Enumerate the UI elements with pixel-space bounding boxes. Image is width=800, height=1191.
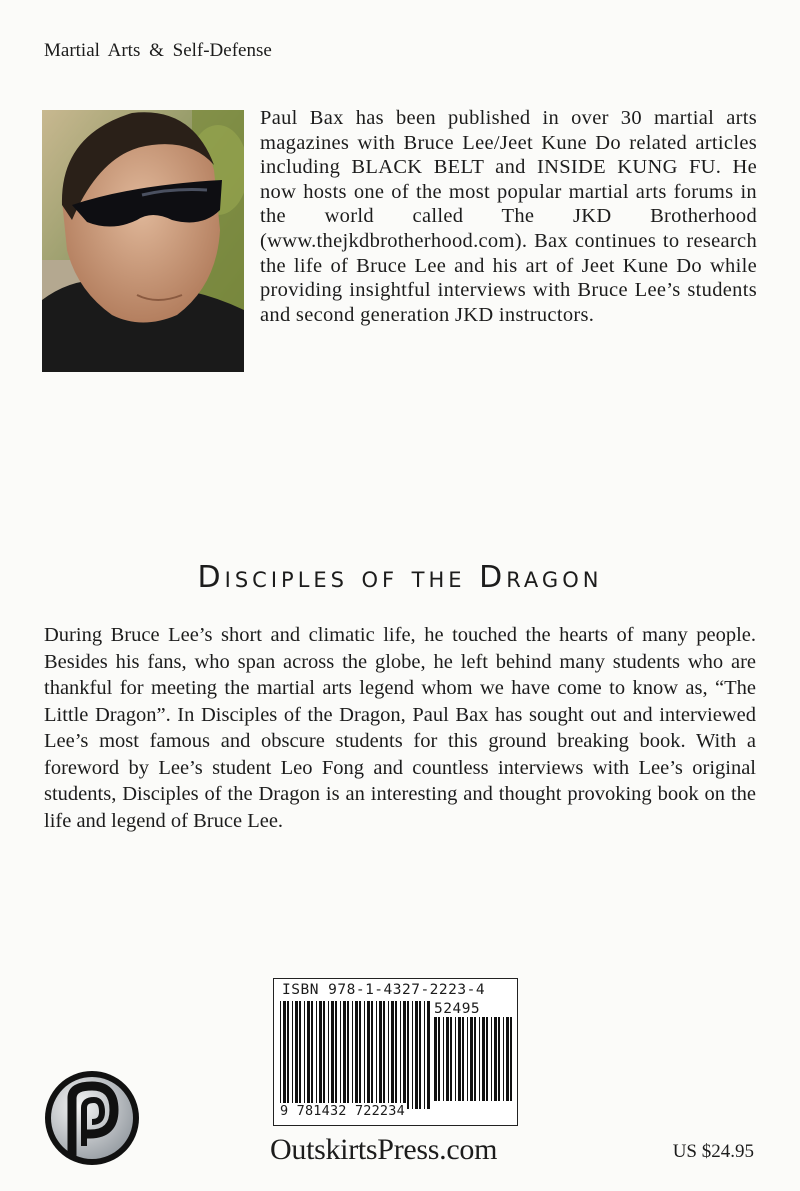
barcode-bar — [479, 1017, 480, 1101]
barcode-bar — [383, 1001, 385, 1109]
barcode-bar — [424, 1001, 425, 1109]
book-title: Disciples of the Dragon — [197, 560, 603, 595]
barcode-bar — [388, 1001, 389, 1109]
barcode-bar — [331, 1001, 334, 1109]
barcode-bar — [371, 1001, 373, 1109]
barcode-bar — [355, 1001, 358, 1109]
barcode-bar — [434, 1017, 437, 1101]
category-label: Martial Arts & Self-Defense — [44, 40, 272, 61]
isbn-label: ISBN 978-1-4327-2223-4 — [282, 982, 486, 998]
barcode-bar — [323, 1001, 325, 1109]
barcode-bar — [486, 1017, 488, 1101]
barcode-bar — [328, 1001, 329, 1109]
barcode-bar — [299, 1001, 301, 1109]
addon-barcode-bars — [434, 1017, 512, 1101]
barcode-bar — [376, 1001, 377, 1109]
barcode-bar — [352, 1001, 353, 1109]
barcode-bar — [316, 1001, 317, 1109]
barcode-bar — [446, 1017, 449, 1101]
barcode-bar — [415, 1001, 418, 1109]
barcode-bar — [400, 1001, 401, 1109]
barcode-bar — [359, 1001, 361, 1109]
barcode-bar — [482, 1017, 485, 1101]
publisher-name: OutskirtsPress.com — [270, 1133, 498, 1166]
price-label: US $24.95 — [672, 1141, 754, 1162]
barcode-bar — [455, 1017, 456, 1101]
barcode-bar — [292, 1001, 293, 1109]
barcode-bar — [462, 1017, 464, 1101]
barcode-bar — [304, 1001, 305, 1109]
barcode-bar — [391, 1001, 394, 1109]
barcode-bar — [364, 1001, 365, 1109]
barcode-bar — [335, 1001, 337, 1109]
author-bio: Paul Bax has been published in over 30 martial arts magazines with Bruce Lee/Jeet Kune Do related articles including BLACK BELT and INSIDE KUNG FU. He now hosts one of the most popular martial arts forums in the world called The JKD Brotherhood (www.thejkdbrotherhood.com). Bax continues to research the life of Bruce Lee and his art of Jeet Kune Do while providing insightful interviews with Bruce Lee’s students and second generation JKD instructors. — [260, 107, 757, 326]
barcode-bar — [340, 1001, 341, 1109]
barcode-bar — [412, 1001, 413, 1109]
barcode-bar — [347, 1001, 349, 1109]
barcode-bar — [467, 1017, 468, 1101]
outskirts-press-logo-icon — [42, 1068, 142, 1168]
barcode-bar — [474, 1017, 476, 1101]
barcode-bar — [311, 1001, 313, 1109]
barcode-bar — [419, 1001, 421, 1109]
barcode-bar — [367, 1001, 370, 1109]
barcode-bar — [491, 1017, 492, 1101]
barcode-bar — [498, 1017, 500, 1101]
barcode-bar — [503, 1017, 504, 1101]
barcode-bar — [407, 1001, 409, 1109]
barcode-bar — [506, 1017, 509, 1101]
author-photo — [42, 110, 244, 372]
barcode-bar — [470, 1017, 473, 1101]
publisher-logo — [42, 1068, 142, 1168]
barcode-bar — [283, 1001, 286, 1109]
barcode-bar — [510, 1017, 512, 1101]
book-description: During Bruce Lee’s short and climatic life, he touched the hearts of many people. Besides his fans, who span across the globe, he left behind many students who are thankful for meeting the martial arts legend whom we have come to know as, “The Little Dragon”. In Disciples of the Dragon, Paul Bax has sought out and interviewed Lee’s most famous and obscure students for this ground breaking book. With a foreword by Lee’s student Leo Fong and countless interviews with Lee’s original students, Disciples of the Dragon is an interesting and thought provoking book on the life and legend of Bruce Lee. — [44, 624, 756, 832]
ean-digits: 9 781432 722234 — [280, 1103, 405, 1119]
author-portrait-icon — [42, 110, 244, 372]
barcode-bar — [427, 1001, 430, 1109]
barcode-addon-number: 52495 — [434, 1001, 481, 1017]
barcode-bar — [319, 1001, 322, 1109]
ean-barcode-bars — [280, 1001, 430, 1109]
barcode-bar — [443, 1017, 444, 1101]
barcode-bar — [343, 1001, 346, 1109]
barcode-bar — [295, 1001, 298, 1109]
barcode-bar — [458, 1017, 461, 1101]
barcode-bar — [494, 1017, 497, 1101]
isbn-barcode — [273, 978, 518, 1126]
barcode-bar — [395, 1001, 397, 1109]
barcode-bar — [379, 1001, 382, 1109]
barcode-bar — [280, 1001, 281, 1109]
barcode-bar — [450, 1017, 452, 1101]
barcode-bar — [403, 1001, 406, 1109]
barcode-bar — [438, 1017, 440, 1101]
barcode-bar — [307, 1001, 310, 1109]
barcode-bar — [287, 1001, 289, 1109]
